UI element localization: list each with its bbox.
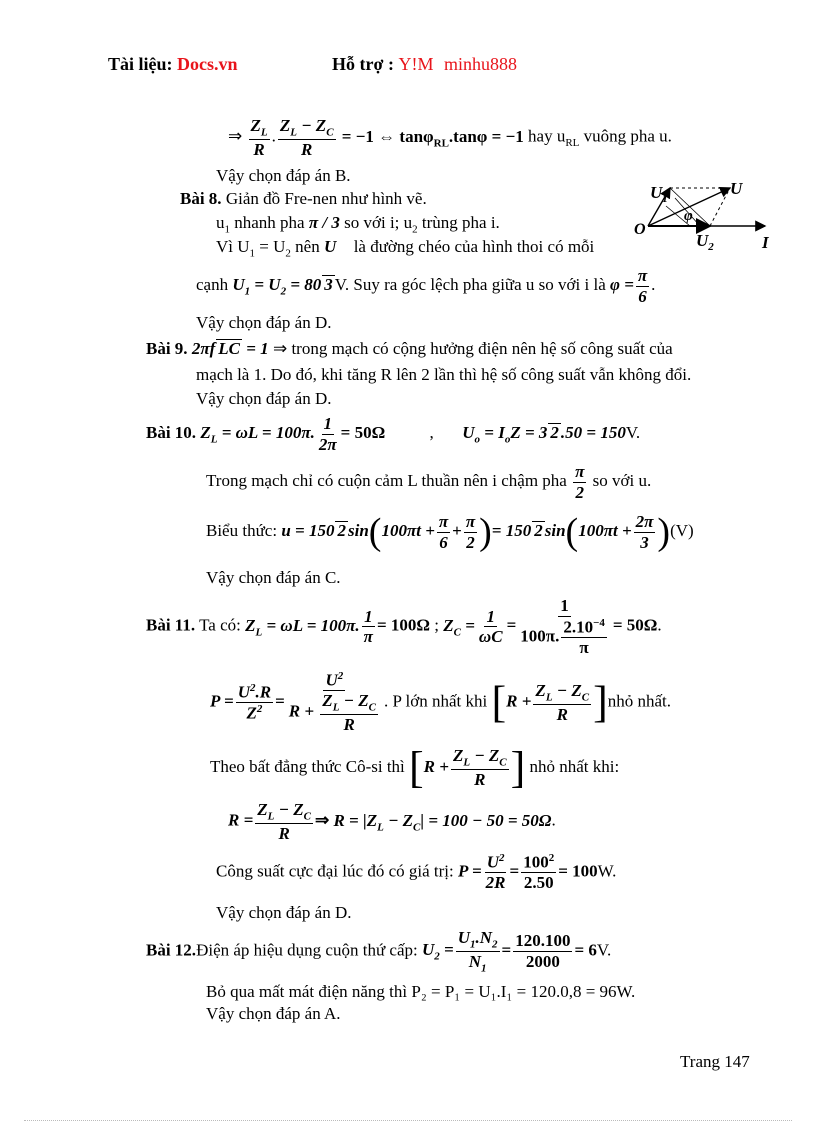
bai12-answer: Vậy chọn đáp án A. — [206, 1004, 341, 1023]
support-label: Hỗ trợ : — [332, 54, 394, 74]
footer-divider — [24, 1120, 792, 1121]
bai8-line4: cạnh $U_1 = U_2 = 80$ 3 V. Suy ra góc lệch pha giữa u so với i là φ = $\frac{\pi}{6}$ . — [196, 266, 656, 306]
bai12-line1: Bài 12.Điện áp hiệu dụng cuộn thứ cấp: $U_2$ = $\frac{U_1.N_2}{N_1}$ = $\frac{120.100}{2000}$ = 6V. — [146, 928, 612, 975]
label-u1: $U_1$ — [650, 183, 668, 205]
doc-site-link[interactable]: Docs.vn — [177, 54, 238, 74]
bai10-line1: Bài 10. $Z_L = \omega L = 100\pi$. $\frac{1}{2\pi}$ = 50Ω , $U_o = I_oZ = 3$ 2 .50 = 150V. — [146, 414, 641, 454]
label-o: O — [634, 221, 646, 238]
answer-b: Vậy chọn đáp án B. — [216, 166, 351, 185]
bai11-line4: R = $\frac{Z_L - Z_C}{R}$ ⇒ $R = |Z_L - Z_C| = 100 - 50 = 50\Omega$. — [228, 800, 556, 844]
bai8-line2: $u_1$ nhanh pha π / 3 so với i; $u_2$ trùng pha i. — [216, 213, 500, 236]
support-info — [332, 54, 517, 75]
header — [108, 54, 238, 75]
bai9-line1: Bài 9. 2πf LC = 1 ⇒ trong mạch có cộng hưởng điện nên hệ số công suất của — [146, 339, 673, 358]
bai10-line2: Trong mạch chỉ có cuộn cảm L thuần nên i chậm pha $\frac{\pi}{2}$ so với u. — [206, 462, 652, 502]
doc-label: Tài liệu: — [108, 54, 173, 74]
label-i: I — [762, 233, 769, 252]
label-u2: $U_2$ — [696, 231, 714, 253]
bai11-line2: P = $\frac{U^2.R}{Z^2}$ = $U^2$ R + $\frac{Z_L - Z_C}{R}$ . P lớn nhất khi [R + $\frac{Z_L - Z_C}{R}$ ]nhỏ nhất. — [210, 670, 672, 735]
bai12-line2: Bỏ qua mất mát điện năng thì P₂ = P₁ = U₁.I₁ = 120.0,8 = 96W. — [206, 982, 636, 1001]
bai8-answer: Vậy chọn đáp án D. — [196, 313, 332, 332]
support-user: minhu888 — [443, 54, 517, 74]
bai11-line3: Theo bất đẳng thức Cô-si thì [R + $\frac{Z_L - Z_C}{R}$ ] nhỏ nhất khi: — [210, 743, 620, 792]
formula-line-1: ⇒ $\frac{Z_L}{R}$ . $\frac{Z_L - Z_C}{R}$ = −1 ⇔ tanφ$_{RL}$.tanφ = −1 hay $u_{RL}$ vuông pha u. — [228, 116, 672, 160]
bai9-line2: mạch là 1. Do đó, khi tăng R lên 2 lần thì hệ số công suất vẫn không đổi. — [196, 365, 692, 384]
bai8-line1: Bài 8. Giản đồ Fre-nen như hình vẽ. — [180, 189, 427, 208]
fresnel-diagram — [630, 168, 780, 258]
page-number: Trang 147 — [680, 1052, 750, 1071]
bai11-line1: Bài 11. Ta có: $Z_L = \omega L = 100\pi$. $\frac{1}{\pi}$ = 100Ω ; $Z_C$ = $\frac{1}{\omega C}$ = 1 100π. $\frac{2.10^{-4}}{\pi}$ = 50Ω. — [146, 596, 662, 657]
bai10-line3: Biểu thức: u = 150 2 sin(100πt + $\frac{\pi}{6}$ + $\frac{\pi}{2}$ )= 150 2 sin(100πt + $\frac{2\pi}{3}$ )(V) — [206, 511, 694, 554]
label-phi: φ — [684, 208, 693, 224]
label-u: U — [730, 179, 743, 198]
support-ym: Y!M — [398, 54, 434, 74]
bai10-answer: Vậy chọn đáp án C. — [206, 568, 341, 587]
bai11-line5: Công suất cực đại lúc đó có giá trị: P = $\frac{U^2}{2R}$ = $\frac{100^2}{2.50}$ = 100W. — [216, 852, 617, 893]
bai8-line3: Vì $U_1 = U_2$ nên U⃗ là đường chéo của hình thoi có mỗi — [216, 237, 595, 260]
bai11-answer: Vậy chọn đáp án D. — [216, 903, 352, 922]
bai9-answer: Vậy chọn đáp án D. — [196, 389, 332, 408]
